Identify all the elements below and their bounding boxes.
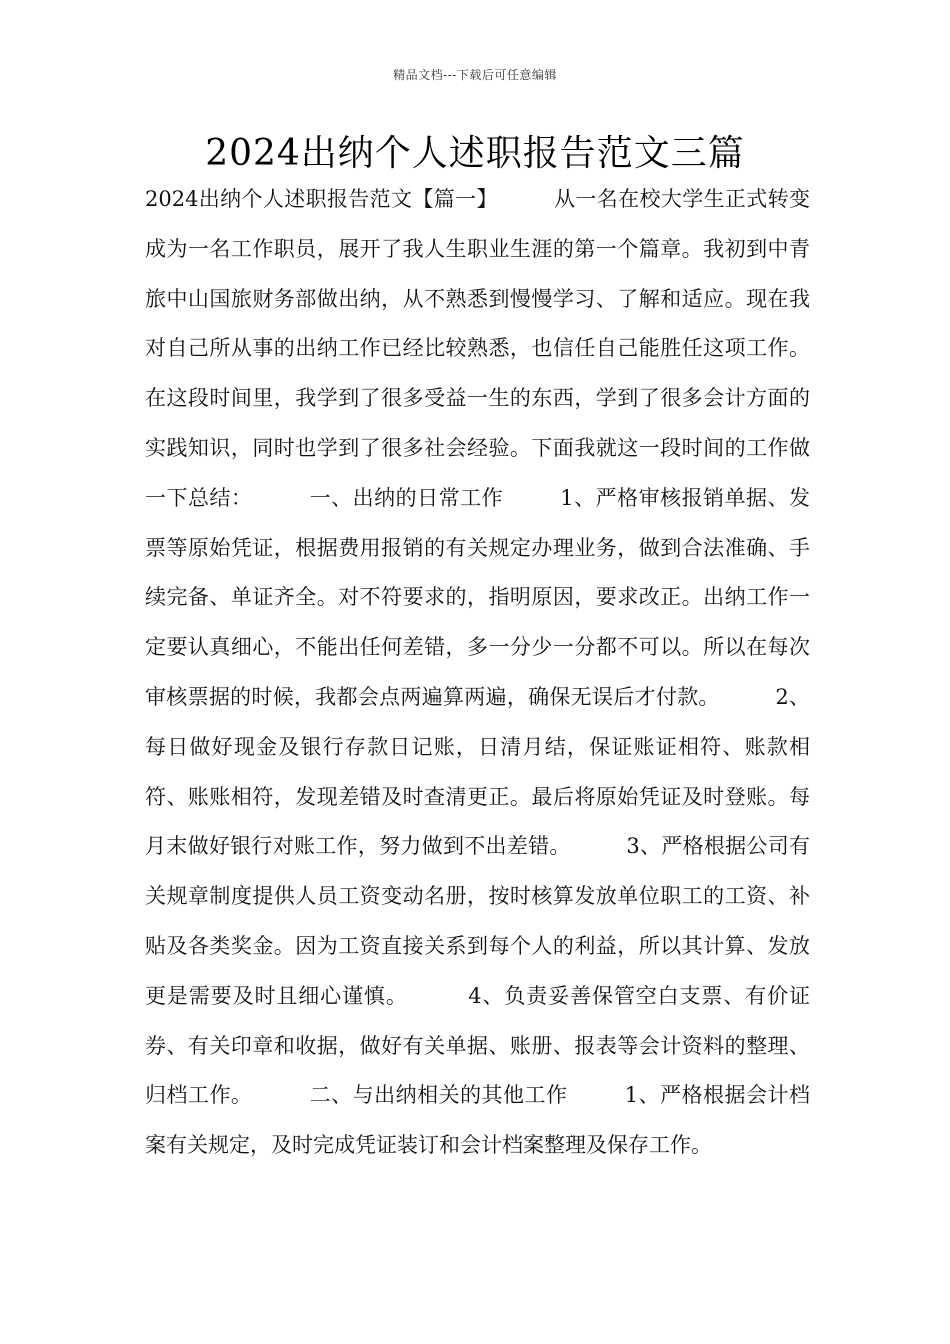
document-body: 2024出纳个人述职报告范文【篇一】 从一名在校大学生正式转变成为一名工作职员，展开了我人生职业生涯的第一个篇章。我初到中青旅中山国旅财务部做出纳，从不熟悉到慢慢学习、了解和适应。现在我对自己所从事的出纳工作已经比较熟悉，也信任自己能胜任这项工作。在这段时间里，我学到了很多受益一生的东西，学到了很多会计方面的实践知识，同时也学到了很多社会经验。下面我就这一段时间的工作做一下总结： 一、出纳的日常工作 1、严格审核报销单据、发票等原始凭证，根据费用报销的有关规定办理业务，做到合法准确、手续完备、单证齐全。对不符要求的，指明原因，要求改正。出纳工作一定要认真细心，不能出任何差错，多一分少一分都不可以。所以在每次审核票据的时候，我都会点两遍算两遍，确保无误后才付款。 2、每日做好现金及银行存款日记账，日清月结，保证账证相符、账款相符、账账相符，发现差错及时查清更正。最后将原始凭证及时登账。每月末做好银行对账工作，努力做到不出差错。 3、严格根据公司有关规章制度提供人员工资变动名册，按时核算发放单位职工的工资、补贴及各类奖金。因为工资直接关系到每个人的利益，所以其计算、发放更是需要及时且细心谨慎。 4、负责妥善保管空白支票、有价证券、有关印章和收据，做好有关单据、账册、报表等会计资料的整理、归档工作。 二、与出纳相关的其他工作 1、严格根据会计档案有关规定，及时完成凭证装订和会计档案整理及保存工作。 [145,187,810,1158]
document-title: 2024出纳个人述职报告范文三篇 [205,133,745,174]
header-note: 精品文档---下载后可任意编辑 [393,68,557,82]
